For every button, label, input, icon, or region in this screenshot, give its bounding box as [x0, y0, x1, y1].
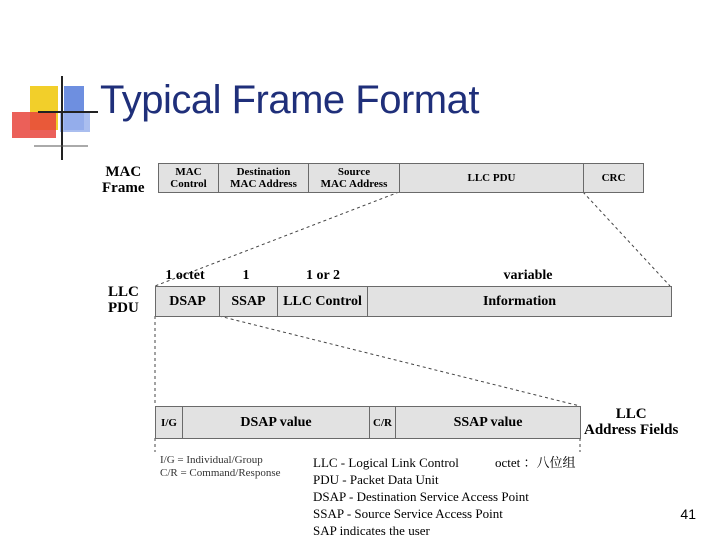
mac-frame-label	[102, 164, 144, 196]
llc-pdu-field-label: LLC PDU	[467, 172, 516, 184]
llc-address-fields-title-line1: LLC	[615, 406, 647, 422]
llc-control-field: LLC Control	[277, 286, 368, 317]
glossary-sap-user: SAP indicates the user	[313, 523, 430, 538]
bit-legend	[160, 454, 280, 480]
glossary-octet: octet ：八位组	[495, 455, 576, 470]
dsap-size-label: 1 octet	[165, 268, 205, 283]
information-size-label: variable	[503, 268, 553, 283]
mac-control-field	[158, 163, 219, 193]
llc-address-fields-title-line2: Address Fields	[584, 422, 679, 438]
glossary-pdu: PDU - Packet Data Unit	[313, 472, 439, 487]
destination-mac-address-line2: MAC Address	[230, 178, 297, 190]
llc-address-fields-title	[584, 406, 678, 438]
glossary-dsap: DSAP - Destination Service Access Point	[313, 489, 529, 504]
glossary-llc: LLC - Logical Link Control	[313, 455, 459, 470]
cr-legend-line: C/R = Command/Response	[160, 467, 281, 479]
source-mac-address-field	[308, 163, 400, 193]
page-title: Typical Frame Format	[100, 78, 479, 122]
source-mac-address-line1: Source	[337, 166, 371, 178]
ssap-field: SSAP	[219, 286, 278, 317]
llc-pdu-field	[399, 163, 584, 193]
glossary	[313, 454, 576, 539]
source-mac-address-line2: MAC Address	[320, 178, 388, 190]
page-number: 41	[680, 506, 696, 522]
llc-pdu-label	[108, 284, 139, 316]
crc-field	[583, 163, 644, 193]
dsap-value-field: DSAP value	[182, 406, 370, 439]
glossary-line	[313, 454, 576, 471]
llc-pdu-label-line1: LLC	[108, 284, 139, 300]
mac-frame-label-line2: Frame	[102, 180, 145, 196]
ssap-value-field: SSAP value	[395, 406, 581, 439]
cr-bit-field: C/R	[369, 406, 396, 439]
mac-control-field-line2: Control	[170, 178, 207, 190]
destination-mac-address-field	[218, 163, 309, 193]
glossary-ssap: SSAP - Source Service Access Point	[313, 506, 503, 521]
mac-control-field-line1: MAC	[175, 166, 202, 178]
ssap-size-label: 1	[242, 268, 250, 283]
information-field: Information	[367, 286, 672, 317]
ig-bit-field: I/G	[155, 406, 183, 439]
crc-field-label: CRC	[601, 172, 626, 184]
llc-control-size-label: 1 or 2	[306, 268, 340, 283]
ig-legend-line: I/G = Individual/Group	[160, 454, 263, 466]
destination-mac-address-line1: Destination	[236, 166, 291, 178]
dsap-field: DSAP	[155, 286, 220, 317]
mac-frame-label-line1: MAC	[105, 164, 142, 180]
llc-pdu-label-line2: PDU	[108, 300, 139, 316]
